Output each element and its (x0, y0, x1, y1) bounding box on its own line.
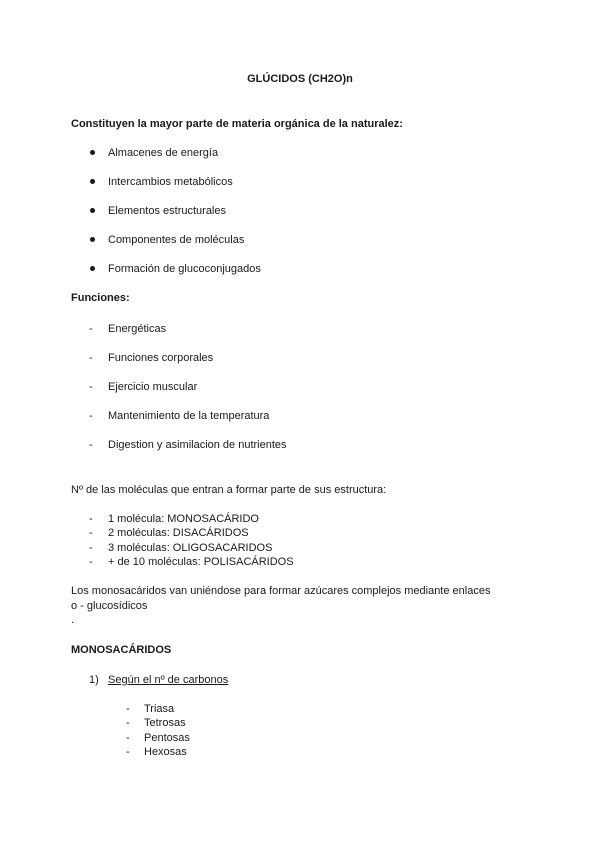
list-item-label: Elementos estructurales (108, 205, 226, 217)
dash-marker: - (126, 732, 130, 744)
dash-marker: - (89, 527, 93, 539)
list-item-label: Digestion y asimilacion de nutrientes (108, 439, 287, 451)
list-item-label: 1 molécula: MONOSACÁRIDO (108, 513, 259, 525)
estructura-heading: Nº de las moléculas que entran a formar parte de sus estructura: (71, 484, 387, 496)
subheading: Según el nº de carbonos (108, 674, 229, 686)
dash-marker: - (126, 703, 130, 715)
dash-marker: - (89, 556, 93, 568)
dash-marker: - (89, 381, 93, 393)
list-item-label: Almacenes de energía (108, 147, 219, 159)
list-item-label: 3 moléculas: OLIGOSACARIDOS (108, 542, 273, 554)
dash-marker: - (89, 439, 93, 451)
bullet-icon (89, 263, 97, 271)
dash-marker: - (89, 352, 93, 364)
list-item-label: Triasa (144, 703, 175, 715)
list-item-label: Formación de glucoconjugados (108, 263, 261, 275)
dash-marker: - (89, 323, 93, 335)
monosacaridos-heading: MONOSACÁRIDOS (71, 644, 172, 656)
list-item-label: Energéticas (108, 323, 167, 335)
intro-heading: Constituyen la mayor parte de materia orgánica de la naturalez: (71, 118, 403, 130)
bullet-icon (89, 147, 97, 155)
dash-marker: - (89, 542, 93, 554)
list-item-label: Funciones corporales (108, 352, 214, 364)
dash-marker: - (89, 410, 93, 422)
funciones-heading: Funciones: (71, 292, 130, 304)
numbered-marker: 1) (89, 674, 99, 686)
list-item-label: Intercambios metabólicos (108, 176, 233, 188)
page-title: GLÚCIDOS (CH2O)n (247, 73, 353, 85)
list-item-label: Componentes de moléculas (108, 234, 245, 246)
list-item-label: Pentosas (144, 732, 190, 744)
paragraph-line: . (71, 614, 75, 626)
bullet-icon (89, 176, 97, 184)
dash-marker: - (89, 513, 93, 525)
list-item-label: Hexosas (144, 746, 187, 758)
bullet-icon (89, 205, 97, 213)
list-item-label: 2 moléculas: DISACÁRIDOS (108, 527, 249, 539)
list-item-label: Mantenimiento de la temperatura (108, 410, 270, 422)
list-item-label: + de 10 moléculas: POLISACÁRIDOS (108, 556, 294, 568)
bullet-icon (89, 234, 97, 242)
dash-marker: - (126, 746, 130, 758)
paragraph-line: Los monosacáridos van uniéndose para formar azúcares complejos mediante enlaces (71, 585, 491, 597)
list-item-label: Tetrosas (144, 717, 186, 729)
dash-marker: - (126, 717, 130, 729)
list-item-label: Ejercicio muscular (108, 381, 198, 393)
paragraph-line: o - glucosídicos (71, 600, 148, 612)
